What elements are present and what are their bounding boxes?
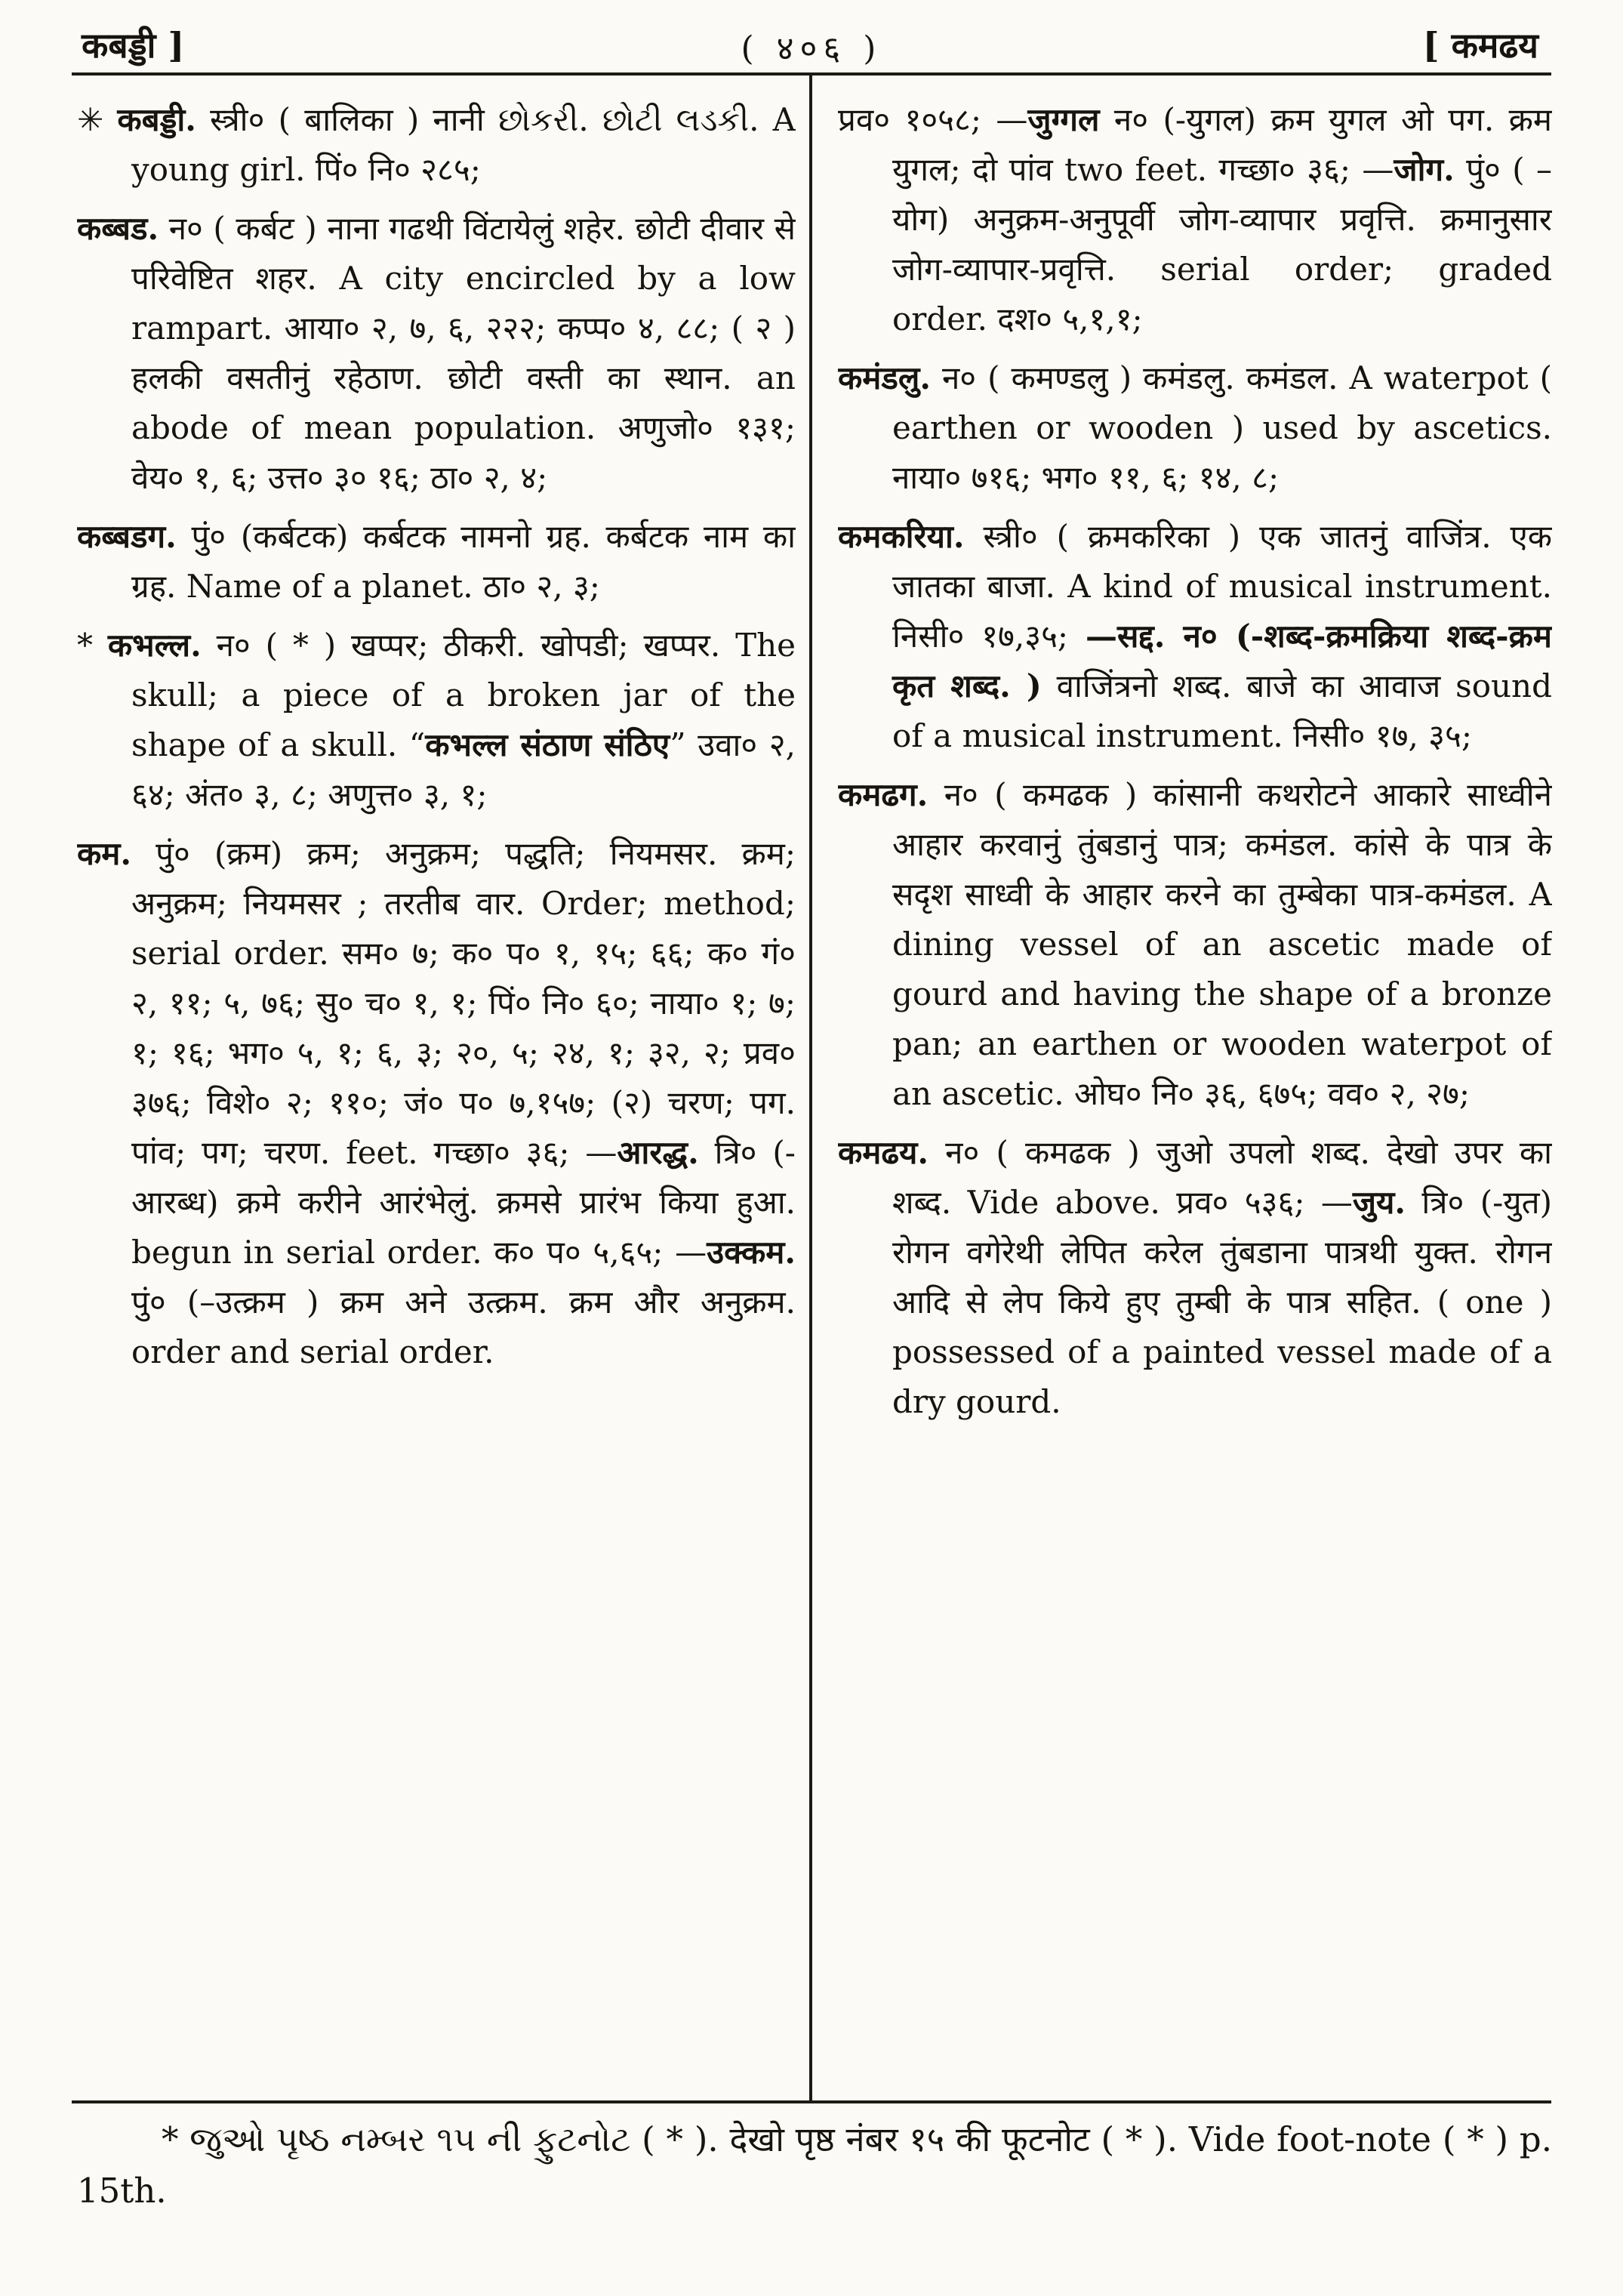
headword: जुग्गल xyxy=(1027,101,1100,138)
entry-text: वाजिंत्रनो शब्द. बाजे का आवाज sound of a musical instrument. निसी० १७, ३५; xyxy=(892,667,1552,754)
entry-text: त्रि० (-आरब्ध) क्रमे करीने आरंभेलुं. क्रमसे प्रारंभ किया हुआ. begun in serial order. क० प० ५,६५; — xyxy=(131,1134,796,1271)
entry-kama xyxy=(77,829,796,1377)
headword: कमकरिया. xyxy=(838,518,965,555)
entry-kabbada xyxy=(77,204,796,503)
page-number: ( ४०६ ) xyxy=(741,29,882,68)
column-divider-rule xyxy=(809,72,812,2103)
left-column xyxy=(77,95,796,2094)
headword: कब्बड. xyxy=(77,210,159,247)
entry-text: पुं० (–उत्क्रम ) क्रम अने उत्क्रम. क्रम और अनुक्रम. order and serial order. xyxy=(131,1284,796,1370)
headword: कमढग. xyxy=(838,776,929,813)
entry-text: पुं० ( –योग) अनुक्रम-अनुपूर्वी जोग-व्यापार प्रवृत्ति. क्रमानुसार जोग-व्यापार-प्रवृत्ति. serial order; graded order. दश० ५,१,१; xyxy=(892,151,1552,337)
headword: कभल्ल संठाण संठिए xyxy=(425,726,670,763)
entry-kabhalla xyxy=(77,621,796,820)
headword: आरद्ध. xyxy=(617,1134,699,1171)
entry-text: न० (-युगल) क्रम युगल ओ पग. क्रम युगल; दो पांव two feet. गच्छा० ३६; — xyxy=(892,101,1552,188)
entry-text: स्त्री० ( बालिका ) नानी છોકરી. છોટી લડકી. A young girl. पिं० नि० २८५; xyxy=(131,101,796,188)
headword: जुय. xyxy=(1352,1184,1406,1221)
entry-text: पुं० (क्रम) क्रम; अनुक्रम; पद्धति; नियमसर. क्रम; अनुक्रम; नियमसर ; तरतीब वार. Order; method; serial order. सम० ७; क० प० १, १५; ६६; क० गं० २, ११; ५, ७६; सु० च० १, १; पिं० नि० ६०; नाया० १; ७; १; १६; भग० ५, १; ६, ३; २०, ५; २४, १; ३२, २; प्रव० ३७६; विशे० २; ११०; जं० प० ७,१५७; (२) चरण; पग. पांव; पग; चरण. feet. गच्छा० ३६; — xyxy=(131,835,796,1171)
entry-text: न० ( कमण्डलु ) कमंडलु. कमंडल. A waterpot ( earthen or wooden ) used by ascetics. नाया० ७१६; भग० ११, ६; १४, ८; xyxy=(892,359,1552,496)
headword: कभल्ल. xyxy=(107,627,202,664)
headword: कबड्डी. xyxy=(117,101,196,138)
entry-kamadhaya xyxy=(838,1128,1552,1427)
entry-text: पुं० (कर्बटक) कर्बटक नामनो ग्रह. कर्बटक नाम का ग्रह. Name of a planet. ठा० २, ३; xyxy=(131,518,796,605)
entry-text: न० ( कर्बट ) नाना गढथी विंटायेलुं शहेर. छोटी दीवार से परिवेष्टित शहर. A city encircled by a low rampart. आया० २, ७, ६, २२२; कप्प० ४, ८८; ( २ ) हलकी वसतीनुं रहेठाण. छोटी वस्ती का स्थान. an abode of mean population. अणुजो० १३१; वेय० १, ६; उत्त० ३० १६; ठा० २, ४; xyxy=(131,210,796,496)
entry-text: ✳ xyxy=(77,101,118,138)
headword: कम. xyxy=(77,835,131,872)
running-head-left: कबड्डी ] xyxy=(82,25,185,66)
entry-text: त्रि० (-युत) रोगन वगेरेथी लेपित करेल तुंबडाना पात्रथी युक्त. रोगन आदि से लेप किये हुए तुम्बी के पात्र सहित. ( one ) possessed of a painted vessel made of a dry gourd. xyxy=(892,1184,1552,1420)
headword: —सद्द. न० (-शब्द-क्रमक्रिया शब्द-क्रम कृत शब्द. ) xyxy=(892,618,1552,704)
headword: कमढय. xyxy=(838,1134,929,1171)
entry-kamadhaga xyxy=(838,770,1552,1119)
headword: कमंडलु. xyxy=(838,359,931,396)
entry-text: न० ( कमढक ) जुओ उपलो शब्द. देखो उपर का शब्द. Vide above. प्रव० ५३६; — xyxy=(892,1134,1552,1221)
headword: जोग. xyxy=(1394,151,1455,188)
entry-kama-continued xyxy=(838,95,1552,344)
headword: कब्बडग. xyxy=(77,518,177,555)
running-head-right: [ कमढय xyxy=(1422,25,1538,66)
entry-text: स्त्री० ( क्रमकरिका ) एक जातनुं वाजिंत्र. एक जातका बाजा. A kind of musical instrument. निसी० १७,३५; xyxy=(892,518,1552,655)
entry-kamakariya xyxy=(838,512,1552,761)
headword: उक्कम. xyxy=(707,1234,796,1271)
entry-kamandalu xyxy=(838,353,1552,503)
right-column xyxy=(838,95,1552,2094)
footnote: * જુઓ પૃષ્ઠ નમ્બર ૧૫ ની ફુટનોટ ( * ). देखो पृष्ठ नंबर १५ की फूटनोट ( * ). Vide foot-note ( * ) p. 15th. xyxy=(77,2119,1552,2211)
entry-kabaddi xyxy=(77,95,796,195)
entry-text: ” उवा० २, ६४; अंत० ३, ८; अणुत्त० ३, १; xyxy=(131,726,796,813)
footer-rule xyxy=(72,2100,1551,2103)
entry-text: न० ( * ) खप्पर; ठीकरी. खोपडी; खप्पर. The skull; a piece of a broken jar of the shape of a skull. “ xyxy=(131,627,796,763)
entry-text: न० ( कमढक ) कांसानी कथरोटने आकारे साध्वीने आहार करवानुं तुंबडानुं पात्र; कमंडल. कांसे के पात्र के सदृश साध्वी के आहार करने का तुम्बेका पात्र-कमंडल. A dining vessel of an ascetic made of gourd and having the shape of a bronze pan; an earthen or wooden waterpot of an ascetic. ओघ० नि० ३६, ६७५; वव० २, २७; xyxy=(892,776,1552,1112)
entry-text: प्रव० १०५८; — xyxy=(838,101,1028,138)
entry-kabbadaga xyxy=(77,512,796,612)
entry-text: * xyxy=(77,627,108,664)
